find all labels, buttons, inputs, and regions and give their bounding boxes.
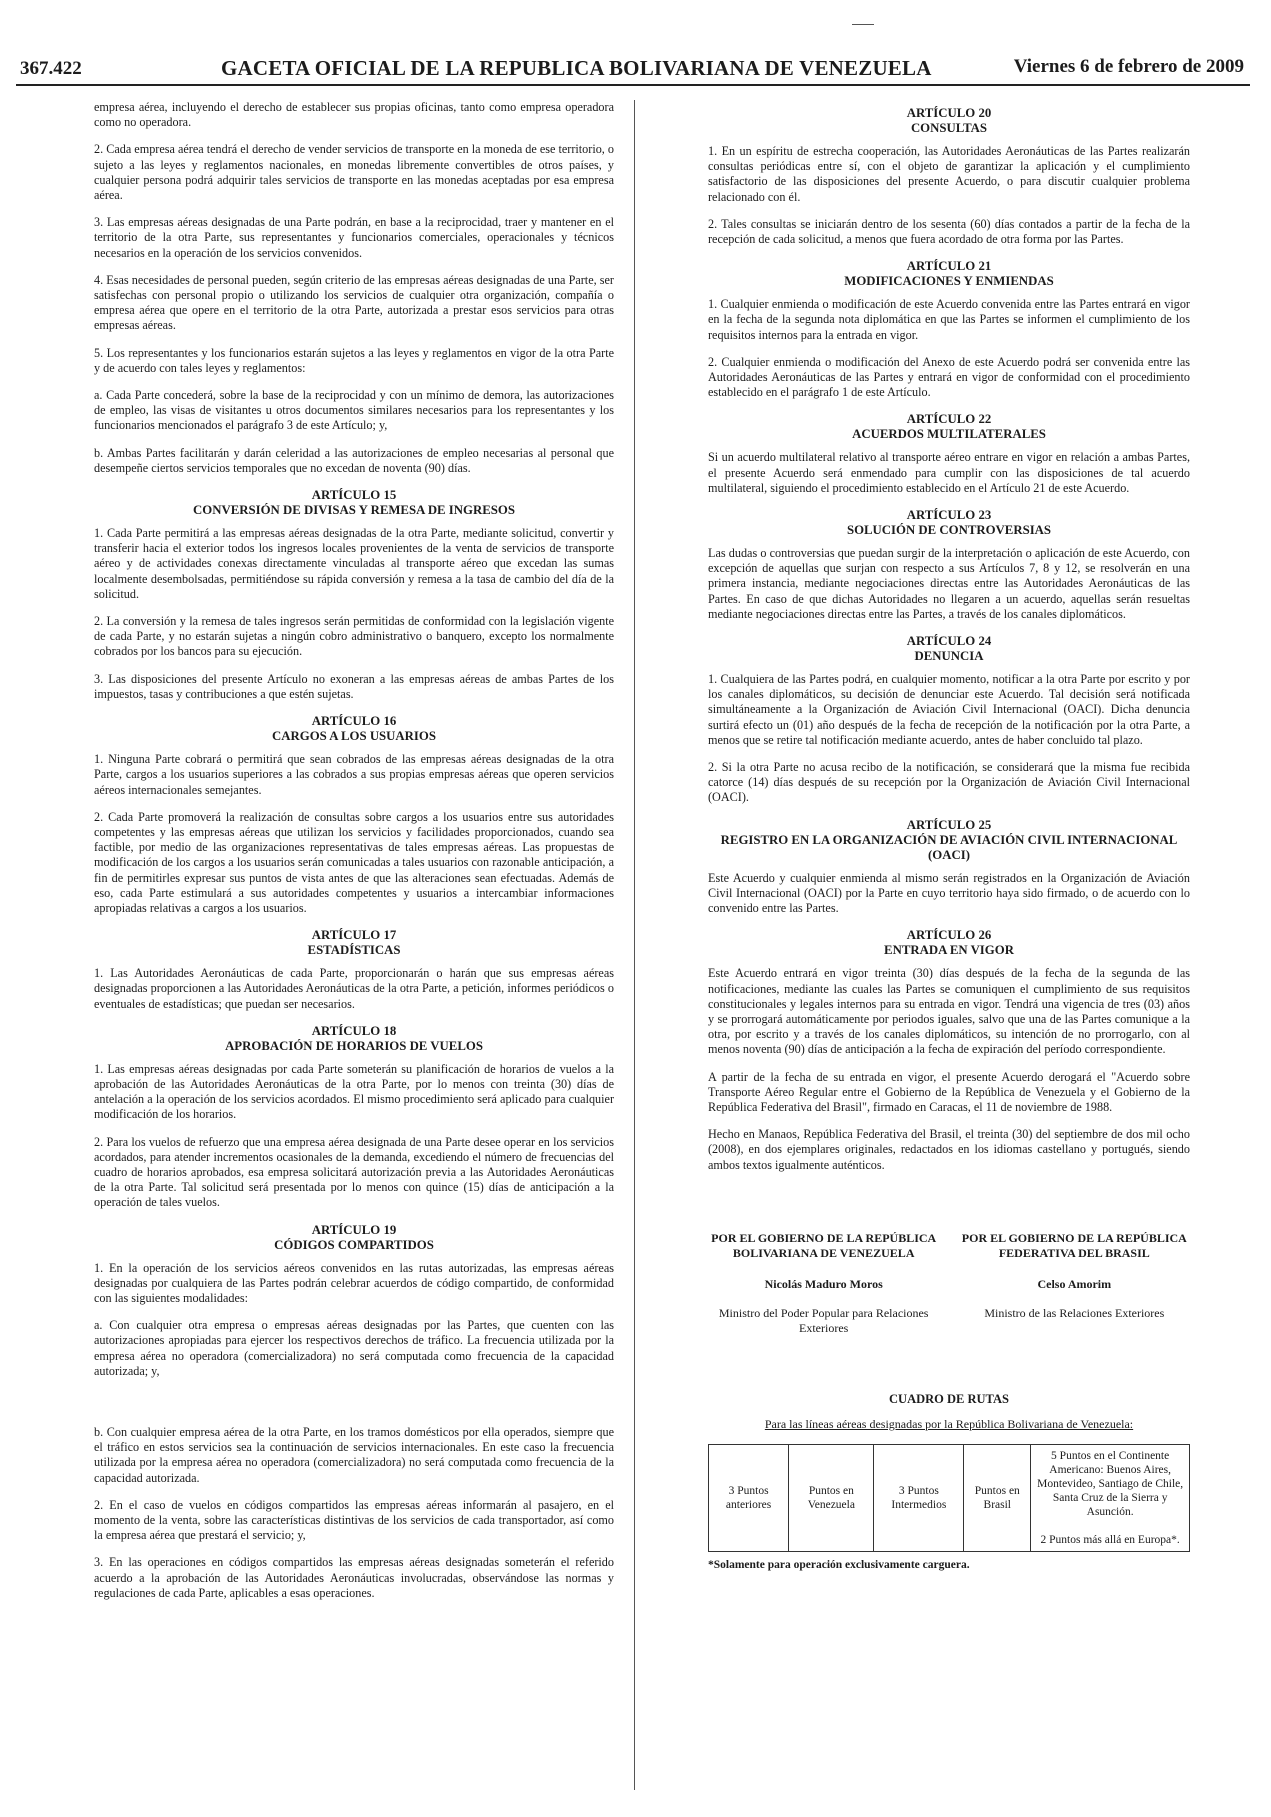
paragraph: A partir de la fecha de su entrada en vigor, el presente Acuerdo derogará el "Acuerdo sobre Transporte Aéreo Regular entre el Gobierno de la República de Venezuela y el Gobierno de la República Federativa del Brasil", firmado en Caracas, el 11 de noviembre de 1988. <box>708 1069 1190 1114</box>
article-18-heading <box>94 1024 614 1054</box>
paragraph: 3. Las disposiciones del presente Artículo no exoneran a las empresas aéreas de ambas Partes de los impuestos, tasas y contribuciones a que estén sujetas. <box>94 671 614 701</box>
column-divider <box>634 100 635 1790</box>
routes-table-subtitle: Para las líneas aéreas designadas por la República Bolivariana de Venezuela: <box>764 1416 1134 1431</box>
article-16-heading <box>94 714 614 744</box>
article-26-heading <box>708 928 1190 958</box>
paragraph: 1. Las Autoridades Aeronáuticas de cada Parte, proporcionarán o harán que sus empresas aéreas designadas proporcionen a las Autoridades Aeronáuticas de la otra Parte, a petición, informes periódicos o eventuales de estadísticas; que puedan ser necesarios. <box>94 966 614 1011</box>
article-title: CÓDIGOS COMPARTIDOS <box>274 1237 434 1252</box>
article-number: ARTÍCULO 24 <box>906 634 992 649</box>
article-title: DENUNCIA <box>914 649 984 664</box>
paragraph: 4. Esas necesidades de personal pueden, según criterio de las empresas aéreas designadas de una Parte, ser satisfechas con personal propio o utilizando los servicios de cualquier otra organización, compañía o empresa aérea que opere en el territorio de la otra Parte, autorizada a prestar esos servicios para otras empresas aéreas. <box>94 272 614 333</box>
signatory-role: Ministro de las Relaciones Exteriores <box>984 1305 1165 1320</box>
table-cell-text: 2 Puntos más allá en Europa*. <box>1040 1534 1180 1547</box>
routes-table-footnote: *Solamente para operación exclusivamente carguera. <box>708 1559 970 1572</box>
paragraph: 1. Ninguna Parte cobrará o permitirá que sean cobrados de las empresas aéreas designadas de la otra Parte, cargos a los usuarios superiores a las cobrados a sus propias empresas aéreas que operen servicios aéreos internacionales semejantes. <box>94 752 614 797</box>
article-19-heading <box>94 1223 614 1253</box>
paragraph: 5. Los representantes y los funcionarios estarán sujetos a las leyes y reglamentos en vigor de la otra Parte y de acuerdo con tales leyes y reglamentos: <box>94 345 614 375</box>
article-17-heading <box>94 928 614 958</box>
paragraph: 3. Las empresas aéreas designadas de una Parte podrán, en base a la reciprocidad, traer y mantener en el territorio de la otra Parte, sus representantes y funcionarios comerciales, operacionales y técnicos necesarios en la operación de los servicios convenidos. <box>94 215 614 260</box>
article-22-heading <box>708 412 1190 442</box>
table-cell: 3 Puntos anteriores <box>709 1445 789 1552</box>
article-15-heading <box>94 488 614 518</box>
article-title: CONVERSIÓN DE DIVISAS Y REMESA DE INGRESOS <box>193 503 515 518</box>
article-number: ARTÍCULO 21 <box>906 259 992 274</box>
article-number: ARTÍCULO 26 <box>906 928 992 943</box>
article-number: ARTÍCULO 17 <box>311 928 397 943</box>
paragraph: Las dudas o controversias que puedan surgir de la interpretación o aplicación de este Acuerdo, con excepción de aquellas que surjan con respecto a sus Artículos 7, 8 y 12, se resolverán en una primera instancia, mediante negociaciones directas entre las Autoridades Aeronáuticas de las Partes. En caso de que dichas Autoridades no llegaren a un acuerdo, aquellas serán resueltas mediante negociaciones directas entre las Partes, a través de los canales diplomáticos. <box>708 546 1190 621</box>
gazette-title: GACETA OFICIAL DE LA REPUBLICA BOLIVARIANA DE VENEZUELA <box>221 56 932 80</box>
page-header <box>16 52 1250 86</box>
paragraph: Este Acuerdo y cualquier enmienda al mismo serán registrados en la Organización de Aviación Civil Internacional (OACI) por la Parte en cuyo territorio haya sido firmado, o de acuerdo con lo convenido entre las Partes. <box>708 870 1190 916</box>
article-number: ARTÍCULO 16 <box>311 714 397 729</box>
paragraph: 1. Las empresas aéreas designadas por cada Parte someterán su planificación de horarios de vuelos a la aprobación de las Autoridades Aeronáuticas de la otra Parte, por lo menos con treinta (30) días de antelación a la operación de los servicios acordados. El mismo procedimiento será aplicado para cualquier modificación de los horarios. <box>94 1061 614 1122</box>
paragraph: 1. En la operación de los servicios aéreos convenidos en las rutas autorizadas, las empresas aéreas designadas por cualquiera de las Partes podrán celebrar acuerdos de código compartido, de conformidad con las siguientes modalidades: <box>94 1260 614 1305</box>
paragraph: 2. Cada empresa aérea tendrá el derecho de vender servicios de transporte en la moneda de ese territorio, o sujeto a las leyes y reglamentos nacionales, en monedas libremente convertibles de otros países, y cualquier persona podrá adquirir tales servicios de transporte en las monedas aceptadas por esa empresa aérea. <box>94 142 614 203</box>
paragraph: a. Cada Parte concederá, sobre la base de la reciprocidad y con un mínimo de demora, las autorizaciones de empleo, las visas de visitantes u otros documentos similares necesarios para los representantes y los funcionarios mencionados el parágrafo 3 de este Artículo; y, <box>94 388 614 433</box>
paragraph: 1. Cualquier enmienda o modificación de este Acuerdo convenida entre las Partes entrará en vigor en la fecha de la segunda nota diplomática en que las Partes se informen el cumplimiento de los requisitos internos para la entrada en vigor. <box>708 297 1190 342</box>
paragraph: 2. Cualquier enmienda o modificación del Anexo de este Acuerdo podrá ser convenida entre las Autoridades Aeronáuticas de las Partes y entrará en vigor de conformidad con el procedimiento establecido en el parágrafo 1 de este Artículo. <box>708 354 1190 400</box>
table-row <box>709 1445 1190 1552</box>
routes-table-title: CUADRO DE RUTAS <box>889 1391 1009 1406</box>
article-number: ARTÍCULO 25 <box>906 817 992 832</box>
paragraph: 1. Cualquiera de las Partes podrá, en cualquier momento, notificar a la otra Parte por escrito y por los canales diplomáticos, su decisión de denunciar este Acuerdo. Tal decisión será notificada simultáneamente a la Organización de Aviación Civil Internacional (OACI). Dicha denuncia surtirá efecto un (01) año después de la fecha de recepción de la notificación por la otra Parte, a menos que se retire tal notificación mediante acuerdo, antes de haber concluido tal plazo. <box>708 672 1190 747</box>
article-title: APROBACIÓN DE HORARIOS DE VUELOS <box>225 1038 483 1053</box>
page-number: 367.422 <box>20 58 82 79</box>
table-cell-text: 5 Puntos en el Continente Americano: Buenos Aires, Montevideo, Santiago de Chile, Santa Cruz de la Sierra y Asunción. <box>1037 1450 1184 1519</box>
article-23-heading <box>708 508 1190 538</box>
paragraph: Hecho en Manaos, República Federativa del Brasil, el treinta (30) del septiembre de dos mil ocho (2008), en dos ejemplares originales, redactados en los idiomas castellano y portugués, siendo ambos textos igualmente auténticos. <box>708 1127 1190 1172</box>
article-number: ARTÍCULO 20 <box>906 106 992 120</box>
article-title: ESTADÍSTICAS <box>307 943 401 958</box>
paragraph: Si un acuerdo multilateral relativo al transporte aéreo entrare en vigor en relación a ambas Partes, el presente Acuerdo será enmendado para cumplir con las disposiciones de tal acuerdo multilateral, siguiendo el procedimiento establecido en el Artículo 21 de este Acuerdo. <box>708 450 1190 495</box>
article-number: ARTÍCULO 19 <box>311 1222 397 1237</box>
left-column <box>94 100 614 1613</box>
page-top-mark <box>852 24 874 25</box>
paragraph: 2. Si la otra Parte no acusa recibo de la notificación, se considerará que la misma fue recibida catorce (14) días después de su recepción por la Organización de Aviación Civil Internacional (OACI). <box>708 760 1190 805</box>
article-21-heading <box>708 259 1190 289</box>
right-column <box>708 100 1190 1573</box>
paragraph: 2. La conversión y la remesa de tales ingresos serán permitidas de conformidad con la legislación vigente de cada Parte, y no estarán sujetas a ningún cobro administrativo o banquero, excepto los normalmente cobrados por los bancos para su ejecución. <box>94 614 614 659</box>
issue-date: Viernes 6 de febrero de 2009 <box>1013 56 1244 77</box>
signature-venezuela <box>708 1231 939 1336</box>
table-cell <box>1031 1445 1190 1552</box>
table-cell: Puntos en Brasil <box>964 1445 1031 1552</box>
signature-brasil <box>959 1231 1190 1336</box>
table-cell: Puntos en Venezuela <box>789 1445 874 1552</box>
paragraph: b. Ambas Partes facilitarán y darán celeridad a las autorizaciones de empleo necesarias al personal que desempeñe ciertos servicios temporales que no excedan de noventa (90) días. <box>94 445 614 475</box>
signatory-government: POR EL GOBIERNO DE LA REPÚBLICA BOLIVARIANA DE VENEZUELA <box>711 1230 937 1260</box>
paragraph: b. Con cualquier empresa aérea de la otra Parte, en los tramos domésticos por ella operados, siempre que el tráfico en estos servicios sea la continuación de servicios internacionales. En este caso la frecuencia utilizada por la empresa aérea no operadora (comercializadora) no será computada como frecuencia de la capacidad autorizada. <box>94 1424 614 1485</box>
blank-gap <box>94 1391 614 1425</box>
paragraph: 2. En el caso de vuelos en códigos compartidos las empresas aéreas informarán al pasajero, en el momento de la venta, sobre las características distintivas de los servicios de cada transportador, así como la empresa aérea que prestará el servicio; y, <box>94 1497 614 1543</box>
article-title: SOLUCIÓN DE CONTROVERSIAS <box>846 523 1052 538</box>
article-number: ARTÍCULO 15 <box>311 488 397 503</box>
paragraph: 2. Cada Parte promoverá la realización de consultas sobre cargos a los usuarios entre sus autoridades competentes y las empresas aéreas que utilizan los servicios y facilidades proporcionados, cuando sea factible, por medio de las organizaciones representativas de tales empresas aéreas. Las propuestas de modificación de los cargos a los usuarios serán comunicadas a tales usuarios con razonable anticipación, a fin de permitirles expresar sus puntos de vista antes de que las alteraciones sean efectuadas. Además de eso, cada Parte estimulará a sus autoridades competentes y usuarios a intercambiar informaciones apropiadas relativas a cargos a los usuarios. <box>94 809 614 915</box>
article-number: ARTÍCULO 23 <box>906 508 992 523</box>
article-number: ARTÍCULO 22 <box>906 412 992 427</box>
signatory-name: Celso Amorim <box>1037 1276 1112 1291</box>
article-title: MODIFICACIONES Y ENMIENDAS <box>844 274 1054 289</box>
table-cell: 3 Puntos Intermedios <box>874 1445 964 1552</box>
paragraph: 2. Tales consultas se iniciarán dentro de los sesenta (60) días contados a partir de la fecha de la recepción de cada solicitud, a menos que fuera acordado de otra forma por las Partes. <box>708 216 1190 247</box>
signatory-government: POR EL GOBIERNO DE LA REPÚBLICA FEDERATIVA DEL BRASIL <box>961 1230 1187 1260</box>
article-title: CARGOS A LOS USUARIOS <box>272 729 436 744</box>
paragraph: 1. Cada Parte permitirá a las empresas aéreas designadas de la otra Parte, mediante solicitud, convertir y transferir hacia el exterior todos los ingresos locales provenientes de la venta de servicios de transporte aéreo y de actividades conexas directamente vinculadas al transporte aéreo que excedan las sumas localmente desembolsadas, permitiéndose su rápida conversión y remesa a la tasa de cambio del día de la solicitud. <box>94 526 614 601</box>
signatory-role: Ministro del Poder Popular para Relaciones Exteriores <box>718 1305 929 1335</box>
paragraph: Este Acuerdo entrará en vigor treinta (30) días después de la fecha de la segunda de las notificaciones, mediante las cuales las Partes se comuniquen el cumplimiento de sus requisitos constitucionales y legales internos para su entrada en vigor. Tendrá una vigencia de tres (03) años y se prorrogará automáticamente por periodos iguales, salvo que una de las Partes comunique a la otra, por escrito y a través de los canales diplomáticos, su intención de no prorrogarlo, con al menos noventa (90) días de anticipación a la fecha de expiración del período correspondiente. <box>708 966 1190 1057</box>
signatory-name: Nicolás Maduro Moros <box>764 1276 883 1291</box>
article-title: REGISTRO EN LA ORGANIZACIÓN DE AVIACIÓN CIVIL INTERNACIONAL (OACI) <box>720 832 1178 862</box>
paragraph: 1. En un espíritu de estrecha cooperación, las Autoridades Aeronáuticas de las Partes realizarán consultas periódicas entre sí, con el objeto de garantizar la aplicación y el cumplimiento satisfactorio de las disposiciones del presente Acuerdo, o para discutir cualquier problema relacionado con él. <box>708 144 1190 204</box>
routes-table <box>708 1444 1190 1552</box>
article-title: CONSULTAS <box>910 121 988 135</box>
paragraph: 3. En las operaciones en códigos compartidos las empresas aéreas designadas someterán el referido acuerdo a la aprobación de las Autoridades Aeronáuticas involucradas, observándose las normas y regulaciones de cada Parte, aplicables a esas operaciones. <box>94 1555 614 1600</box>
article-title: ENTRADA EN VIGOR <box>884 943 1014 958</box>
paragraph: 2. Para los vuelos de refuerzo que una empresa aérea designada de una Parte desee operar en los servicios acordados, para atender incrementos ocasionales de la demanda, excediendo el número de frecuencias del cuadro de horarios aprobados, esa empresa solicitará autorización previa a las Autoridades Aeronáuticas de la otra Parte. Tal solicitud será presentada por lo menos con quince (15) días de anticipación a la operación de tales vuelos. <box>94 1134 614 1210</box>
article-20-heading <box>708 106 1190 136</box>
article-title: ACUERDOS MULTILATERALES <box>852 427 1046 442</box>
article-number: ARTÍCULO 18 <box>311 1023 397 1038</box>
article-25-heading <box>708 818 1190 863</box>
header-rule <box>16 84 1250 86</box>
paragraph: a. Con cualquier otra empresa o empresas aéreas designadas por las Partes, que cuenten con las autorizaciones apropiadas para ejercer los respectivos derechos de tráfico. La frecuencia utilizada por la empresa aérea no operadora (comercializadora) no será computada como frecuencia de la capacidad autorizada; y, <box>94 1318 614 1378</box>
signature-block <box>708 1231 1190 1336</box>
article-24-heading <box>708 634 1190 664</box>
paragraph: empresa aérea, incluyendo el derecho de establecer sus propias oficinas, tanto como empresa operadora como no operadora. <box>94 100 614 130</box>
